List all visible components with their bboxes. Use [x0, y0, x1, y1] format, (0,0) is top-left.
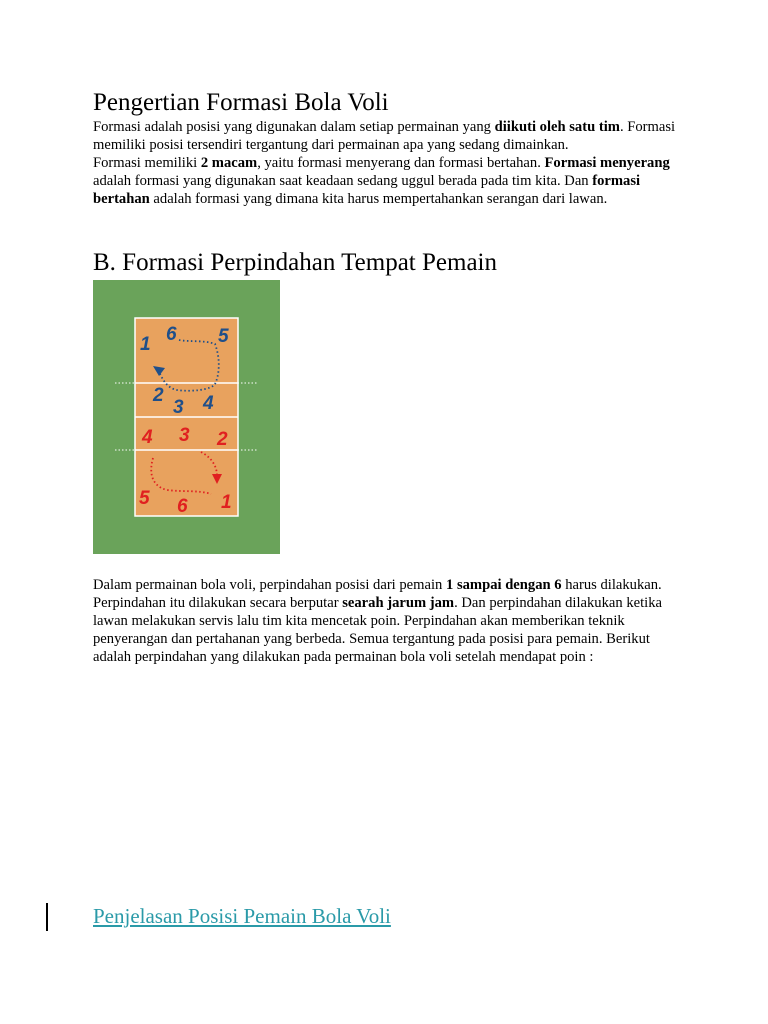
bold-text: Formasi menyerang	[544, 155, 670, 171]
player-top-1: 1	[140, 334, 151, 355]
link-row	[93, 904, 391, 929]
bold-text: 2 macam	[200, 155, 258, 171]
text-run: , yaitu formasi menyerang dan formasi bertahan.	[257, 155, 545, 171]
player-top-4: 4	[203, 393, 214, 414]
text-run: Dalam permainan bola voli, perpindahan posisi dari pemain	[93, 577, 446, 593]
heading-pengertian: Pengertian Formasi Bola Voli	[93, 89, 389, 116]
link-penjelasan-posisi[interactable]: Penjelasan Posisi Pemain Bola Voli	[93, 904, 391, 928]
paragraph-formasi-definisi	[93, 118, 683, 154]
bold-text: formasi bertahan	[93, 173, 641, 207]
player-bottom-2: 2	[217, 429, 228, 450]
document-body	[93, 88, 683, 666]
text-run: adalah formasi yang dimana kita harus mempertahankan serangan dari lawan.	[149, 191, 608, 207]
player-top-2: 2	[153, 385, 164, 406]
player-bottom-1: 1	[221, 492, 232, 513]
player-top-6: 6	[166, 324, 177, 345]
player-bottom-6: 6	[177, 496, 188, 517]
text-run: harus dilakukan. Perpindahan itu dilakukan secara berputar	[93, 577, 662, 611]
text-cursor	[46, 903, 48, 931]
bold-text: 1 sampai dengan 6	[446, 577, 562, 593]
player-bottom-4: 4	[142, 427, 153, 448]
player-bottom-5: 5	[139, 488, 150, 509]
paragraph-formasi-macam	[93, 154, 683, 208]
text-run: Formasi memiliki	[93, 155, 201, 171]
heading-perpindahan: B. Formasi Perpindahan Tempat Pemain	[93, 249, 497, 276]
rotation-diagram	[93, 280, 280, 554]
bold-text: diikuti oleh satu tim	[494, 119, 620, 135]
text-run: adalah formasi yang digunakan saat keadaan sedang uggul berada pada tim kita. Dan	[93, 173, 593, 189]
player-top-3: 3	[173, 397, 184, 418]
paragraph-perpindahan	[93, 576, 683, 666]
player-top-5: 5	[218, 326, 229, 347]
text-run: . Dan perpindahan dilakukan ketika lawan melakukan servis lalu tim kita mencetak poin. Perpindahan akan memberikan teknik penyerangan dan pertahanan yang berbeda. Semua tergantung pada posisi para pemain. Berikut adalah perpindahan yang dilakukan pada permainan bola voli setelah mendapat poin :	[93, 595, 662, 665]
bold-text: searah jarum jam	[342, 595, 455, 611]
text-run: . Formasi memiliki posisi tersendiri tergantung dari permainan apa yang sedang dimainkan.	[93, 119, 676, 153]
text-run: Formasi adalah posisi yang digunakan dalam setiap permainan yang	[93, 119, 495, 135]
player-bottom-3: 3	[179, 425, 190, 446]
